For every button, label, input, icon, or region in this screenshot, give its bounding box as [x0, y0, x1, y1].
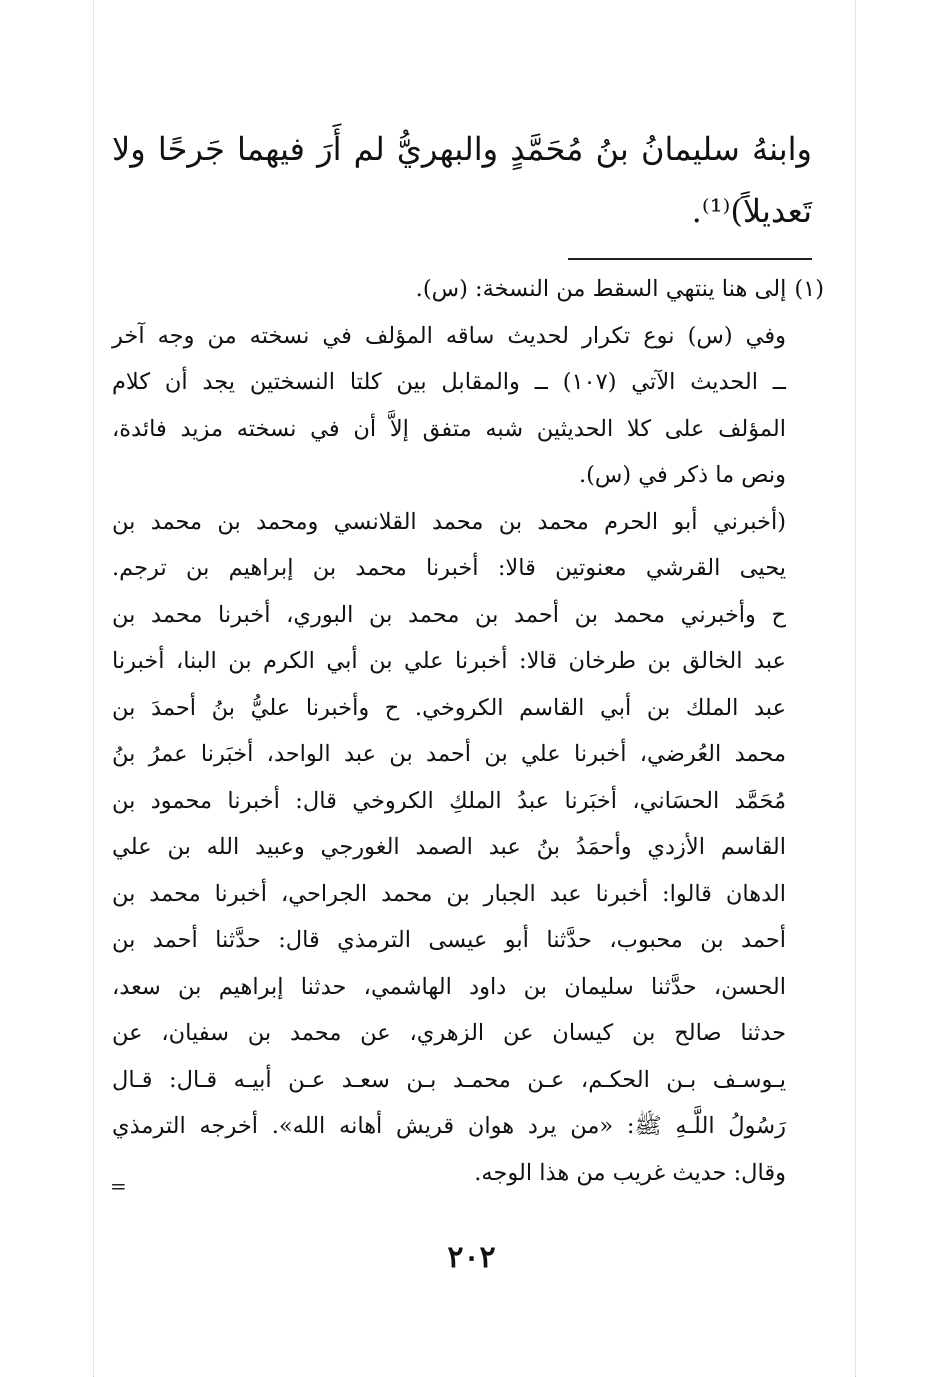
- footnote-line: يحيى القرشي معنوتين قالا: أخبرنا محمد بن إبراهيم بن ترجم.: [112, 555, 786, 581]
- main-text-line: وابنهُ سليمانُ بنُ مُحَمَّدٍ والبهريُّ لم أَرَ فيهما جَرحًا ولا: [112, 130, 812, 168]
- footnote-line: عبد الملك بن أبي القاسم الكروخي. ح وأخبرنا عليُّ بنُ أحمدَ بن: [112, 694, 786, 721]
- left-margin-guide: [93, 0, 94, 1377]
- footnote-line: الدهان قالوا: أخبرنا عبد الجبار بن محمد الجراحي، أخبرنا محمد بن: [112, 880, 786, 907]
- footnote-line: محمد العُرضي، أخبرنا علي بن أحمد بن عبد الواحد، أخبَرنا عمرُ بنُ: [112, 741, 786, 767]
- right-margin-guide: [855, 0, 856, 1377]
- footnote-line: يـوسـف بـن الحكـم، عـن محمـد بـن سعـد عـن أبيـه قـال: قـال: [112, 1066, 786, 1093]
- footnote-block: [112, 266, 824, 1196]
- footnote-first-paragraph: [112, 266, 824, 313]
- footnote-line: الحسن، حدَّثنا سليمان بن داود الهاشمي، حدثنا إبراهيم بن سعد،: [112, 973, 786, 1000]
- footnote-line: وفي (س) نوع تكرار لحديث ساقه المؤلف في نسخته من وجه آخر: [112, 322, 786, 349]
- footnote-line: المؤلف على كلا الحديثين شبه متفق إلاَّ أن في نسخته مزيد فائدة،: [112, 415, 786, 442]
- footnote-line: ونص ما ذكر في (س).: [578, 462, 786, 488]
- continuation-mark: =: [110, 1174, 127, 1198]
- footnote-line: عبد الخالق بن طرخان قالا: أخبرنا علي بن أبي الكرم بن البنا، أخبرنا: [112, 648, 786, 674]
- page-number: ٢٠٢: [447, 1240, 496, 1275]
- footnote-separator: [568, 258, 812, 260]
- footnote-line: وقال: حديث غريب من هذا الوجه.: [474, 1159, 786, 1186]
- footnote-marker: (١): [794, 276, 824, 302]
- footnote-line: مُحَمَّد الحسَاني، أخبَرنا عبدُ الملكِ الكروخي قال: أخبرنا محمود بن: [112, 787, 786, 814]
- main-text-block: [112, 118, 812, 242]
- footnote-line: أحمد بن محبوب، حدَّثنا أبو عيسى الترمذي قال: حدَّثنا أحمد بن: [112, 927, 786, 953]
- footnote-line: ــ الحديث الآتي (١٠٧) ــ والمقابل بين كلتا النسختين يجد أن كلام: [112, 369, 786, 395]
- footnote-line: [112, 266, 824, 313]
- footnote-paragraph-3: [112, 499, 824, 1197]
- main-text-line: تَعديلاً)⁽¹⁾.: [691, 192, 812, 230]
- footnote-line: حدثنا صالح بن كيسان عن الزهري، عن محمد بن سفيان، عن: [112, 1020, 786, 1046]
- footnote-line: القاسم الأزدي وأحمَدُ بنُ عبد الصمد الغورجي وعبيد الله بن علي: [112, 834, 786, 860]
- footnote-line: ح وأخبرني محمد بن أحمد بن محمد بن البوري، أخبرنا محمد بن: [112, 601, 786, 628]
- footnote-line: رَسُولُ اللَّـهِ ﷺ: «من يرد هوان قريش أهانه الله». أخرجه الترمذي: [112, 1113, 786, 1139]
- footnote-text: إلى هنا ينتهي السقط من النسخة: (س).: [415, 276, 787, 302]
- footnote-paragraph-2: [112, 313, 824, 499]
- footnote-line: (أخبرني أبو الحرم محمد بن محمد القلانسي ومحمد بن محمد بن: [112, 508, 786, 535]
